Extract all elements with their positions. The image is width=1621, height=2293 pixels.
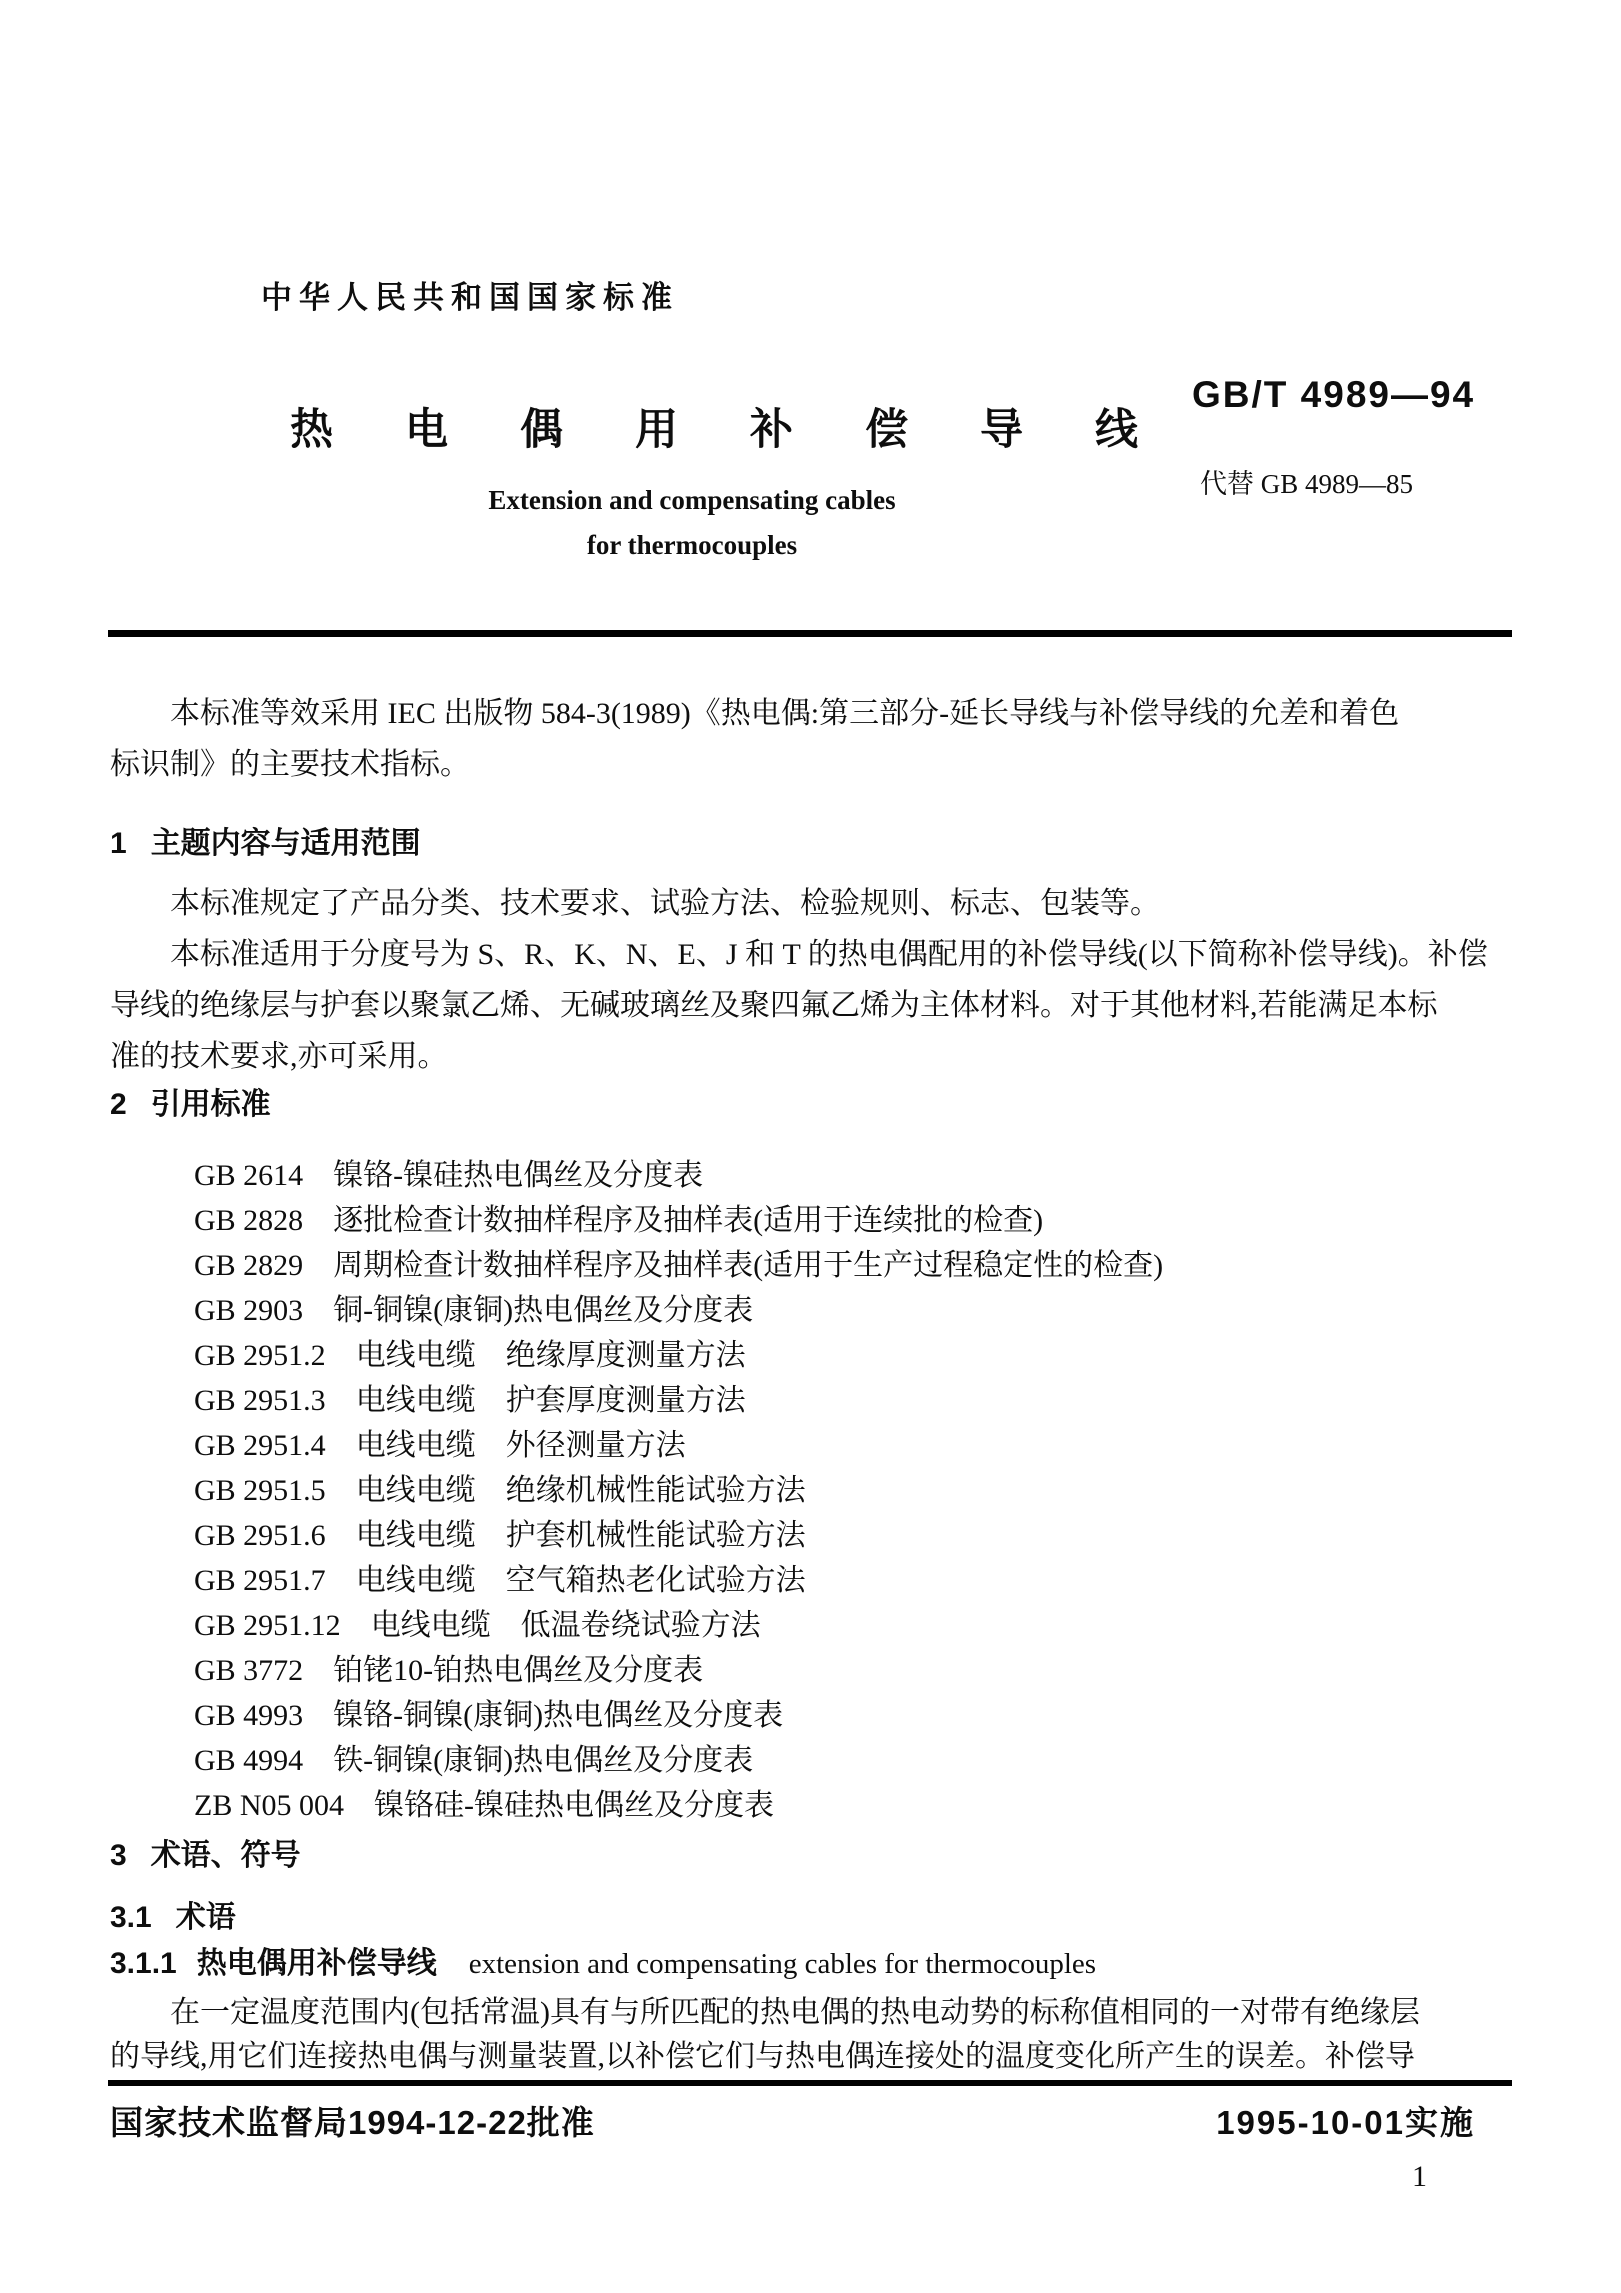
page-number: 1	[1412, 2160, 1427, 2193]
reference-item	[194, 1558, 1598, 1603]
reference-title: 镍铬硅-镍硅热电偶丝及分度表	[374, 1789, 774, 1822]
reference-title: 电线电缆 护套机械性能试验方法	[355, 1519, 806, 1552]
reference-code: GB 4993	[194, 1699, 304, 1732]
reference-title: 铁-铜镍(康铜)热电偶丝及分度表	[333, 1744, 754, 1777]
section-3-1-1-heading	[110, 1946, 1514, 1982]
reference-item	[194, 1378, 1598, 1423]
reference-item	[194, 1198, 1598, 1243]
reference-title: 电线电缆 空气箱热老化试验方法	[355, 1564, 806, 1597]
reference-title: 铜-铜镍(康铜)热电偶丝及分度表	[333, 1294, 754, 1327]
intro-paragraph	[110, 688, 1514, 790]
section-3-1-1-number: 3.1.1	[110, 1947, 177, 1980]
reference-code: GB 3772	[194, 1654, 304, 1687]
approval-note: 国家技术监督局1994-12-22批准	[110, 2104, 595, 2141]
standard-title-english	[0, 478, 1384, 568]
footer-divider-rule	[108, 2080, 1512, 2086]
text-line: 标识制》的主要技术指标。	[110, 748, 470, 781]
reference-item	[194, 1243, 1598, 1288]
text-line: 本标准等效采用 IEC 出版物 584-3(1989)《热电偶:第三部分-延长导线与补偿导线的允差和着色	[170, 697, 1400, 730]
reference-item	[194, 1513, 1598, 1558]
reference-code: ZB N05 004	[194, 1789, 344, 1822]
standard-title-chinese: 热电偶用补偿导线	[290, 406, 1210, 454]
section-1-paragraph-2	[110, 929, 1514, 1082]
reference-title: 周期检查计数抽样程序及抽样表(适用于生产过程稳定性的检查)	[333, 1249, 1164, 1282]
reference-code: GB 4994	[194, 1744, 304, 1777]
section-2-heading	[110, 1087, 1514, 1123]
reference-item	[194, 1738, 1598, 1783]
english-title-line1: Extension and compensating cables	[488, 485, 896, 515]
reference-title: 逐批检查计数抽样程序及抽样表(适用于连续批的检查)	[333, 1204, 1044, 1237]
standard-number: GB/T 4989—94	[1192, 374, 1476, 415]
section-1-number: 1	[110, 827, 127, 860]
section-2-number: 2	[110, 1088, 127, 1121]
reference-item	[194, 1288, 1598, 1333]
text-line: 的导线,用它们连接热电偶与测量装置,以补偿它们与热电偶连接处的温度变化所产生的误差。补偿导	[110, 2040, 1415, 2073]
section-3-number: 3	[110, 1839, 127, 1872]
section-1-paragraph-1: 本标准规定了产品分类、技术要求、试验方法、检验规则、标志、包装等。	[170, 887, 1160, 920]
reference-code: GB 2903	[194, 1294, 304, 1327]
section-1-heading	[110, 826, 1514, 862]
reference-item	[194, 1783, 1598, 1828]
section-3-title: 术语、符号	[150, 1839, 301, 1872]
text-line: 导线的绝缘层与护套以聚氯乙烯、无碱玻璃丝及聚四氟乙烯为主体材料。对于其他材料,若能满足本标	[110, 989, 1438, 1022]
term-english: extension and compensating cables for thermocouples	[468, 1948, 1097, 1980]
reference-title: 电线电缆 绝缘机械性能试验方法	[355, 1474, 806, 1507]
reference-item	[194, 1423, 1598, 1468]
section-2-title: 引用标准	[150, 1088, 271, 1121]
reference-code: GB 2951.6	[194, 1519, 326, 1552]
section-1-title: 主题内容与适用范围	[150, 827, 421, 860]
reference-code: GB 2829	[194, 1249, 304, 1282]
reference-item	[194, 1153, 1598, 1198]
reference-code: GB 2951.5	[194, 1474, 326, 1507]
replaces-note: 代替 GB 4989—85	[1200, 469, 1414, 499]
national-standard-header: 中华人民共和国国家标准	[261, 280, 679, 315]
reference-item	[194, 1333, 1598, 1378]
header-divider-rule	[108, 630, 1512, 637]
reference-item	[194, 1468, 1598, 1513]
text-line: 本标准适用于分度号为 S、R、K、N、E、J 和 T 的热电偶配用的补偿导线(以下简称补偿导线)。补偿	[170, 938, 1488, 971]
reference-code: GB 2951.12	[194, 1609, 341, 1642]
reference-title: 电线电缆 低温卷绕试验方法	[370, 1609, 761, 1642]
term-chinese: 热电偶用补偿导线	[196, 1947, 437, 1980]
reference-title: 电线电缆 绝缘厚度测量方法	[355, 1339, 746, 1372]
section-3-heading	[110, 1838, 1514, 1874]
reference-title: 铂铑10-铂热电偶丝及分度表	[333, 1654, 704, 1687]
section-3-1-title: 术语	[175, 1901, 236, 1934]
reference-code: GB 2828	[194, 1204, 304, 1237]
text-line: 准的技术要求,亦可采用。	[110, 1040, 448, 1073]
reference-title: 镍铬-镍硅热电偶丝及分度表	[333, 1159, 704, 1192]
reference-title: 镍铬-铜镍(康铜)热电偶丝及分度表	[333, 1699, 784, 1732]
text-line: 在一定温度范围内(包括常温)具有与所匹配的热电偶的热电动势的标称值相同的一对带有绝缘层	[170, 1996, 1420, 2029]
reference-item	[194, 1693, 1598, 1738]
implementation-note: 1995-10-01实施	[1216, 2104, 1475, 2141]
reference-code: GB 2951.2	[194, 1339, 326, 1372]
reference-code: GB 2951.3	[194, 1384, 326, 1417]
reference-item	[194, 1648, 1598, 1693]
reference-item	[194, 1603, 1598, 1648]
english-title-line2: for thermocouples	[586, 530, 798, 560]
section-3-1-heading	[110, 1900, 1514, 1936]
reference-code: GB 2614	[194, 1159, 304, 1192]
reference-code: GB 2951.4	[194, 1429, 326, 1462]
reference-title: 电线电缆 外径测量方法	[355, 1429, 686, 1462]
section-3-1-number: 3.1	[110, 1901, 152, 1934]
reference-code: GB 2951.7	[194, 1564, 326, 1597]
reference-list	[110, 1153, 1598, 1828]
reference-title: 电线电缆 护套厚度测量方法	[355, 1384, 746, 1417]
term-definition-paragraph	[110, 1991, 1514, 2079]
